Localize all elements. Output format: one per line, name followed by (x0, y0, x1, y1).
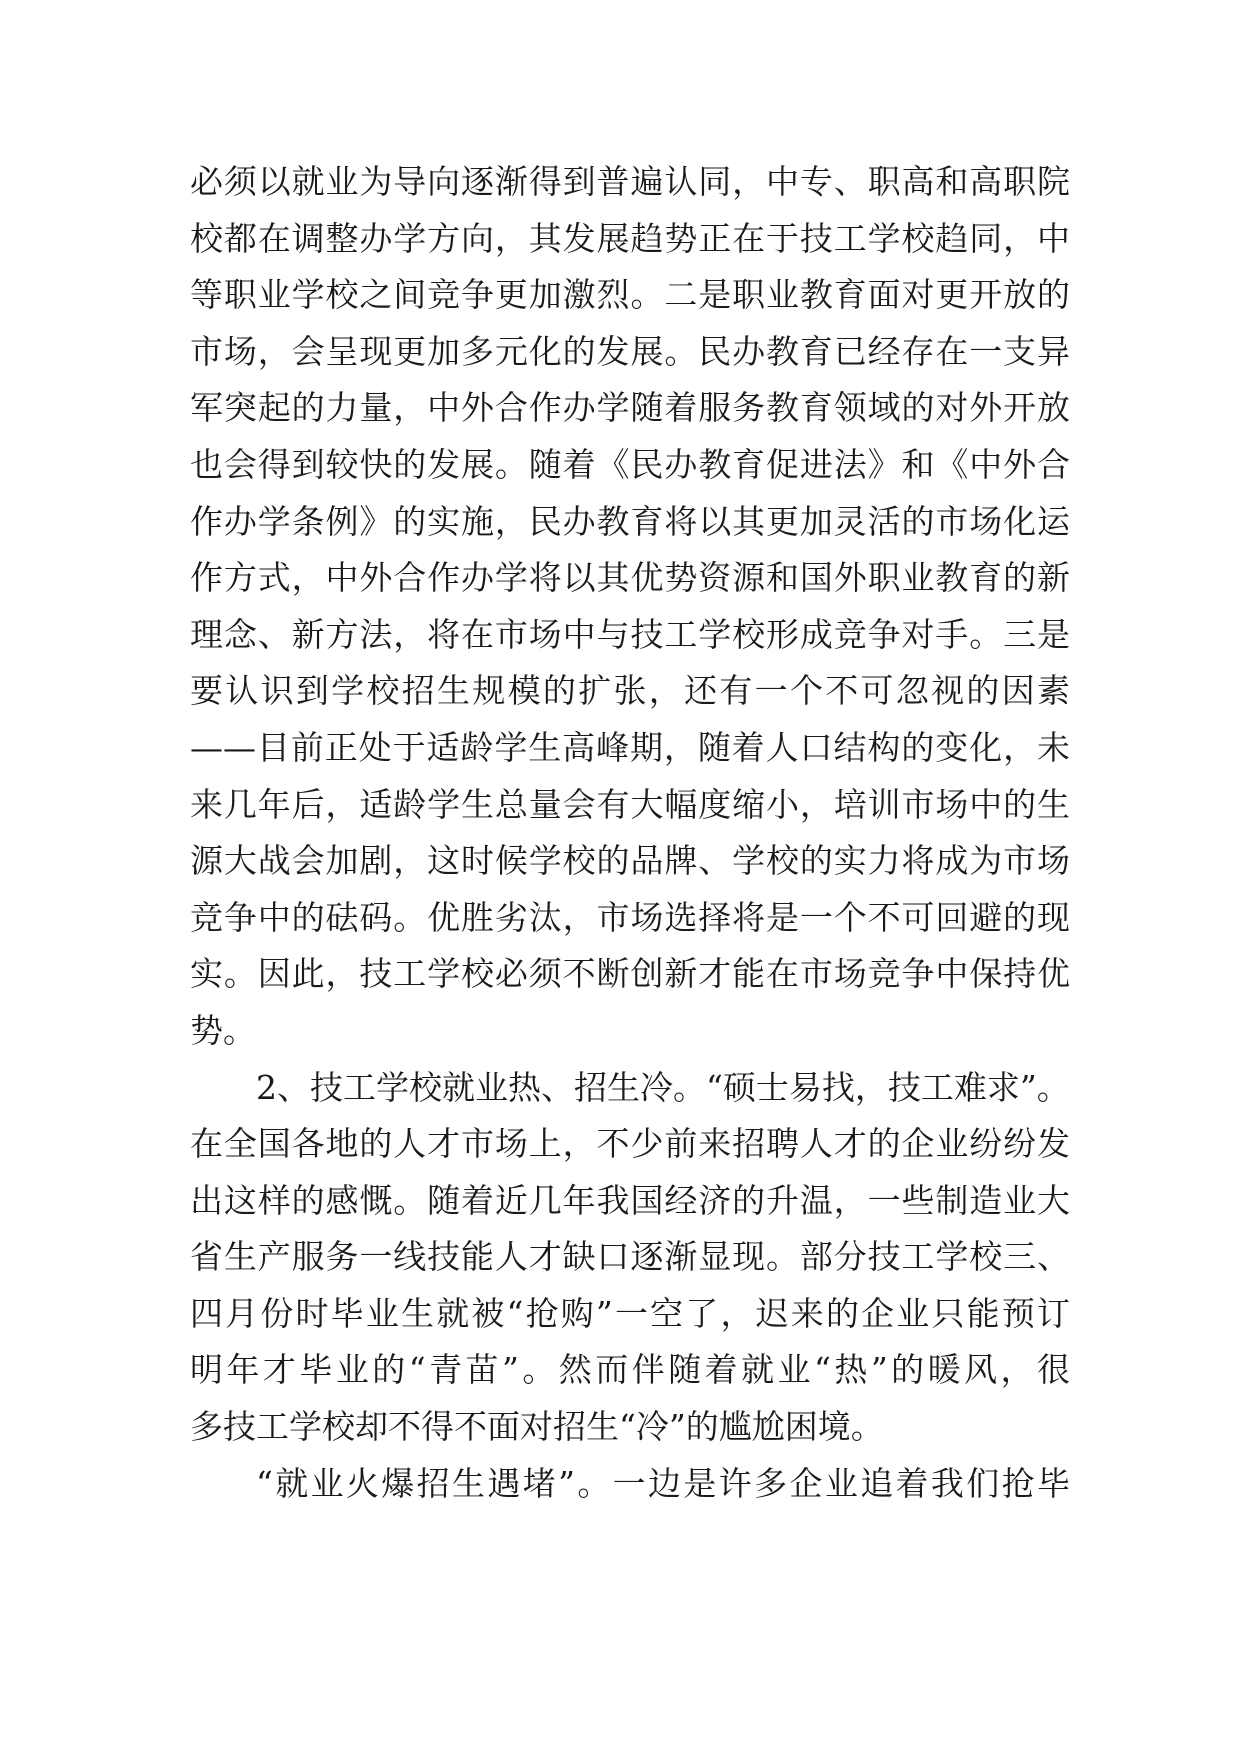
text-line: 源大战会加剧，这时候学校的品牌、学校的实力将成为市场 (190, 841, 1070, 881)
text-line: 校都在调整办学方向，其发展趋势正在于技工学校趋同，中 (190, 218, 1070, 258)
text-line: 省生产服务一线技能人才缺口逐渐显现。部分技工学校三、 (190, 1237, 1070, 1277)
text-line: “就业火爆招生遇堵”。一边是许多企业追着我们抢毕 (256, 1463, 1070, 1503)
text-line: 2、技工学校就业热、招生冷。“硕士易找，技工难求”。 (256, 1067, 1070, 1107)
body-text (190, 154, 1070, 1512)
text-line: 必须以就业为导向逐渐得到普遍认同，中专、职高和高职院 (190, 162, 1070, 201)
text-line: 竞争中的砝码。优胜劣汰，市场选择将是一个不可回避的现 (190, 897, 1070, 937)
text-line: 要认识到学校招生规模的扩张，还有一个不可忽视的因素 (190, 671, 1070, 711)
text-line: 作方式，中外合作办学将以其优势资源和国外职业教育的新 (190, 558, 1070, 598)
text-line: 出这样的感慨。随着近几年我国经济的升温，一些制造业大 (190, 1180, 1070, 1220)
text-line: 多技工学校却不得不面对招生“冷”的尴尬困境。 (190, 1407, 884, 1447)
text-line: 等职业学校之间竞争更加激烈。二是职业教育面对更开放的 (190, 275, 1070, 315)
text-line: 军突起的力量，中外合作办学随着服务教育领域的对外开放 (190, 388, 1070, 428)
text-line: 明年才毕业的“青苗”。然而伴随着就业“热”的暖风，很 (190, 1350, 1070, 1390)
text-line: 理念、新方法，将在市场中与技工学校形成竞争对手。三是 (190, 614, 1070, 654)
text-line: 在全国各地的人才市场上，不少前来招聘人才的企业纷纷发 (190, 1124, 1070, 1164)
text-line: 实。因此，技工学校必须不断创新才能在市场竞争中保持优 (190, 954, 1070, 994)
text-line: 市场，会呈现更加多元化的发展。民办教育已经存在一支异 (190, 331, 1070, 371)
text-line: 作办学条例》的实施，民办教育将以其更加灵活的市场化运 (190, 501, 1070, 541)
text-line: ——目前正处于适龄学生高峰期，随着人口结构的变化，未 (190, 727, 1070, 767)
text-line: 也会得到较快的发展。随着《民办教育促进法》和《中外合 (190, 444, 1070, 484)
text-line: 四月份时毕业生就被“抢购”一空了，迟来的企业只能预订 (190, 1293, 1070, 1333)
text-line: 势。 (190, 1010, 256, 1050)
text-line: 来几年后，适龄学生总量会有大幅度缩小，培训市场中的生 (190, 784, 1070, 824)
